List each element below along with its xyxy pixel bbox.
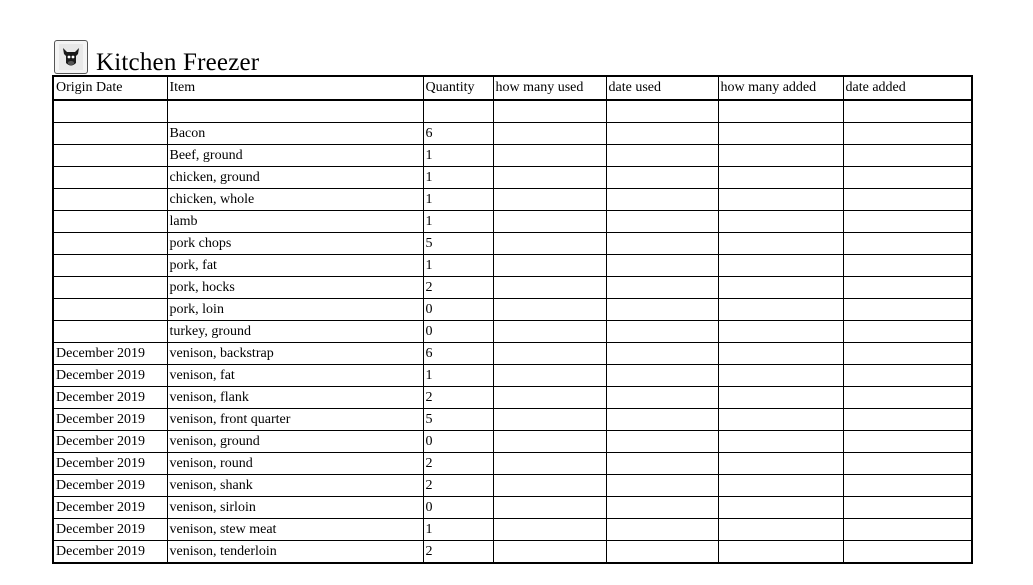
item-cell: pork, fat [167, 255, 423, 277]
quantity-cell: 2 [423, 541, 493, 564]
how-many-used-cell [493, 321, 606, 343]
how-many-added-cell [718, 431, 843, 453]
quantity-cell: 2 [423, 453, 493, 475]
origin-date-cell: December 2019 [53, 343, 167, 365]
date-added-cell [843, 189, 972, 211]
how-many-used-cell [493, 431, 606, 453]
date-added-cell [843, 365, 972, 387]
date-added-cell [843, 431, 972, 453]
origin-date-cell: December 2019 [53, 497, 167, 519]
table-row [53, 211, 972, 233]
date-added-cell [843, 387, 972, 409]
origin-date-cell: December 2019 [53, 541, 167, 564]
quantity-cell: 6 [423, 343, 493, 365]
how-many-added-cell [718, 211, 843, 233]
how-many-used-cell [493, 100, 606, 123]
origin-date-cell [53, 123, 167, 145]
date-used-cell [606, 277, 718, 299]
table-row [53, 299, 972, 321]
date-added-cell [843, 255, 972, 277]
origin-date-cell [53, 321, 167, 343]
quantity-cell: 1 [423, 365, 493, 387]
date-added-cell [843, 541, 972, 564]
table-row [53, 343, 972, 365]
how-many-used-cell [493, 233, 606, 255]
origin-date-cell [53, 233, 167, 255]
date-used-cell [606, 519, 718, 541]
table-row [53, 233, 972, 255]
how-many-used-cell [493, 519, 606, 541]
origin-date-cell: December 2019 [53, 409, 167, 431]
date-added-cell [843, 519, 972, 541]
table-row [53, 431, 972, 453]
origin-date-cell: December 2019 [53, 431, 167, 453]
date-used-cell [606, 431, 718, 453]
column-header: how many used [493, 76, 606, 100]
quantity-cell: 1 [423, 255, 493, 277]
date-added-cell [843, 100, 972, 123]
quantity-cell: 5 [423, 409, 493, 431]
how-many-added-cell [718, 387, 843, 409]
quantity-cell: 5 [423, 233, 493, 255]
origin-date-cell [53, 277, 167, 299]
how-many-added-cell [718, 365, 843, 387]
date-used-cell [606, 233, 718, 255]
how-many-used-cell [493, 365, 606, 387]
date-used-cell [606, 255, 718, 277]
how-many-used-cell [493, 453, 606, 475]
how-many-added-cell [718, 189, 843, 211]
quantity-cell: 1 [423, 211, 493, 233]
table-row [53, 453, 972, 475]
table-row [53, 497, 972, 519]
item-cell: chicken, ground [167, 167, 423, 189]
quantity-cell: 1 [423, 167, 493, 189]
column-header: Origin Date [53, 76, 167, 100]
how-many-added-cell [718, 100, 843, 123]
date-added-cell [843, 277, 972, 299]
date-used-cell [606, 211, 718, 233]
date-used-cell [606, 343, 718, 365]
origin-date-cell [53, 255, 167, 277]
date-added-cell [843, 343, 972, 365]
quantity-cell: 2 [423, 277, 493, 299]
how-many-used-cell [493, 387, 606, 409]
table-row [53, 475, 972, 497]
how-many-added-cell [718, 145, 843, 167]
origin-date-cell [53, 299, 167, 321]
how-many-used-cell [493, 255, 606, 277]
quantity-cell: 0 [423, 299, 493, 321]
column-header: Item [167, 76, 423, 100]
document-header [54, 36, 259, 76]
table-row [53, 519, 972, 541]
date-added-cell [843, 453, 972, 475]
item-cell: venison, sirloin [167, 497, 423, 519]
date-added-cell [843, 497, 972, 519]
date-used-cell [606, 189, 718, 211]
page-title: Kitchen Freezer [96, 49, 260, 76]
item-cell: venison, backstrap [167, 343, 423, 365]
how-many-added-cell [718, 321, 843, 343]
origin-date-cell [53, 211, 167, 233]
origin-date-cell [53, 189, 167, 211]
date-used-cell [606, 321, 718, 343]
quantity-cell: 1 [423, 145, 493, 167]
quantity-cell: 1 [423, 519, 493, 541]
header-row [53, 76, 972, 100]
how-many-used-cell [493, 299, 606, 321]
date-added-cell [843, 233, 972, 255]
origin-date-cell: December 2019 [53, 365, 167, 387]
table-row [53, 365, 972, 387]
table-row [53, 541, 972, 564]
date-used-cell [606, 167, 718, 189]
table-row [53, 167, 972, 189]
origin-date-cell [53, 167, 167, 189]
how-many-used-cell [493, 497, 606, 519]
how-many-added-cell [718, 233, 843, 255]
column-header: Quantity [423, 76, 493, 100]
quantity-cell: 0 [423, 497, 493, 519]
date-used-cell [606, 475, 718, 497]
how-many-used-cell [493, 541, 606, 564]
item-cell: venison, stew meat [167, 519, 423, 541]
date-used-cell [606, 409, 718, 431]
item-cell: lamb [167, 211, 423, 233]
quantity-cell: 2 [423, 387, 493, 409]
date-used-cell [606, 145, 718, 167]
column-header: date used [606, 76, 718, 100]
table-row [53, 255, 972, 277]
how-many-used-cell [493, 145, 606, 167]
quantity-cell: 1 [423, 189, 493, 211]
origin-date-cell: December 2019 [53, 453, 167, 475]
date-used-cell [606, 387, 718, 409]
origin-date-cell: December 2019 [53, 519, 167, 541]
how-many-added-cell [718, 541, 843, 564]
table-row [53, 277, 972, 299]
date-used-cell [606, 100, 718, 123]
item-cell: venison, flank [167, 387, 423, 409]
cow-icon [54, 40, 88, 74]
quantity-cell: 0 [423, 431, 493, 453]
table-row [53, 123, 972, 145]
how-many-added-cell [718, 453, 843, 475]
item-cell: venison, tenderloin [167, 541, 423, 564]
how-many-added-cell [718, 255, 843, 277]
date-added-cell [843, 409, 972, 431]
date-added-cell [843, 211, 972, 233]
freezer-table [52, 75, 973, 564]
how-many-used-cell [493, 167, 606, 189]
origin-date-cell [53, 100, 167, 123]
item-cell: venison, shank [167, 475, 423, 497]
how-many-added-cell [718, 123, 843, 145]
how-many-added-cell [718, 167, 843, 189]
item-cell: venison, front quarter [167, 409, 423, 431]
date-added-cell [843, 475, 972, 497]
how-many-used-cell [493, 189, 606, 211]
how-many-used-cell [493, 211, 606, 233]
how-many-used-cell [493, 277, 606, 299]
item-cell: Bacon [167, 123, 423, 145]
date-added-cell [843, 123, 972, 145]
item-cell [167, 100, 423, 123]
date-used-cell [606, 299, 718, 321]
how-many-used-cell [493, 409, 606, 431]
how-many-used-cell [493, 343, 606, 365]
how-many-used-cell [493, 123, 606, 145]
quantity-cell [423, 100, 493, 123]
column-header: how many added [718, 76, 843, 100]
date-used-cell [606, 541, 718, 564]
item-cell: chicken, whole [167, 189, 423, 211]
table-row [53, 100, 972, 123]
item-cell: pork chops [167, 233, 423, 255]
date-used-cell [606, 453, 718, 475]
item-cell: pork, loin [167, 299, 423, 321]
quantity-cell: 0 [423, 321, 493, 343]
table-row [53, 189, 972, 211]
item-cell: Beef, ground [167, 145, 423, 167]
item-cell: turkey, ground [167, 321, 423, 343]
date-used-cell [606, 365, 718, 387]
item-cell: pork, hocks [167, 277, 423, 299]
item-cell: venison, ground [167, 431, 423, 453]
table-row [53, 409, 972, 431]
table-row [53, 387, 972, 409]
origin-date-cell [53, 145, 167, 167]
quantity-cell: 2 [423, 475, 493, 497]
item-cell: venison, fat [167, 365, 423, 387]
origin-date-cell: December 2019 [53, 387, 167, 409]
how-many-added-cell [718, 277, 843, 299]
item-cell: venison, round [167, 453, 423, 475]
date-added-cell [843, 145, 972, 167]
date-added-cell [843, 167, 972, 189]
how-many-added-cell [718, 497, 843, 519]
date-added-cell [843, 321, 972, 343]
date-used-cell [606, 497, 718, 519]
table-row [53, 321, 972, 343]
date-used-cell [606, 123, 718, 145]
how-many-added-cell [718, 409, 843, 431]
how-many-added-cell [718, 519, 843, 541]
quantity-cell: 6 [423, 123, 493, 145]
date-added-cell [843, 299, 972, 321]
how-many-added-cell [718, 475, 843, 497]
table-row [53, 145, 972, 167]
how-many-added-cell [718, 299, 843, 321]
origin-date-cell: December 2019 [53, 475, 167, 497]
how-many-used-cell [493, 475, 606, 497]
how-many-added-cell [718, 343, 843, 365]
column-header: date added [843, 76, 972, 100]
